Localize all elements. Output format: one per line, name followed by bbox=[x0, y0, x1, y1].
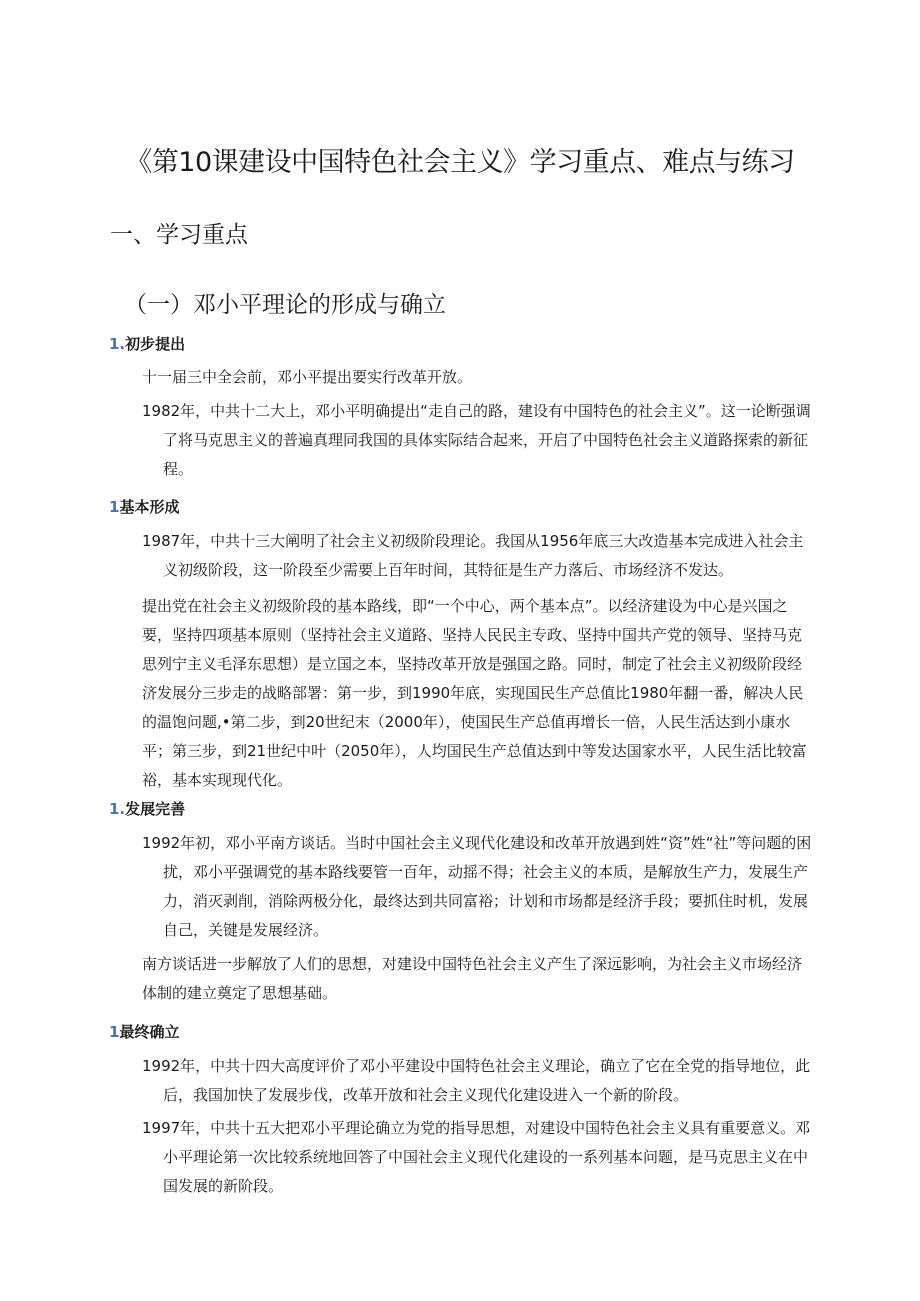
paragraph: 1982年，中共十二大上，邓小平明确提出“走自己的路，建设有中国特色的社会主义”。这一论断强调了将马克思主义的普遍真理同我国的具体实际结合起来，开启了中国特色社会主义道路探索的新征程。 bbox=[142, 402, 811, 478]
part-heading-development bbox=[109, 798, 185, 819]
paragraph: 十一届三中全会前，邓小平提出要实行改革开放。 bbox=[142, 368, 473, 386]
paragraph: 南方谈话进一步解放了人们的思想，对建设中国特色社会主义产生了深远影响，为社会主义市场经济体制的建立奠定了思想基础。 bbox=[142, 955, 803, 1002]
section-heading: 一、学习重点 bbox=[110, 222, 248, 248]
part-heading-text: 基本形成 bbox=[119, 498, 180, 516]
part-number: 1. bbox=[109, 800, 126, 818]
part-heading-text: 发展完善 bbox=[125, 800, 186, 818]
paragraph: 1992年初，邓小平南方谈话。当时中国社会主义现代化建设和改革开放遇到姓“资”姓“社”等问题的困扰，邓小平强调党的基本路线要管一百年，动摇不得；社会主义的本质，是解放生产力，发展生产力，消灭剥削，消除两极分化，最终达到共同富裕；计划和市场都是经济手段；要抓住时机，发展自己，关键是发展经济。 bbox=[142, 834, 812, 939]
part-heading-basic-formation bbox=[109, 496, 179, 517]
part-heading-final-establishment bbox=[109, 1021, 179, 1042]
paragraph: 1997年，中共十五大把邓小平理论确立为党的指导思想，对建设中国特色社会主义具有重要意义。邓小平理论第一次比较系统地回答了中国社会主义现代化建设的一系列基本问题，是马克思主义在中国发展的新阶段。 bbox=[142, 1119, 811, 1195]
document-title: 《第10课建设中国特色社会主义》学习重点、难点与练习 bbox=[125, 147, 795, 178]
part-heading-text: 最终确立 bbox=[119, 1023, 180, 1041]
paragraph: 1987年，中共十三大阐明了社会主义初级阶段理论。我国从1956年底三大改造基本完成进入社会主义初级阶段，这一阶段至少需要上百年时间，其特征是生产力落后、市场经济不发达。 bbox=[142, 532, 804, 579]
paragraph: 1992年，中共十四大高度评价了邓小平建设中国特色社会主义理论，确立了它在全党的指导地位，此后，我国加快了发展步伐，改革开放和社会主义现代化建设进入一个新的阶段。 bbox=[142, 1057, 811, 1104]
part-heading-text: 初步提出 bbox=[125, 335, 186, 353]
subsection-heading: （一）邓小平理论的形成与确立 bbox=[124, 292, 446, 318]
part-number: 1 bbox=[109, 498, 120, 516]
part-heading-initial-proposal bbox=[109, 333, 185, 354]
paragraph-text: 提出党在社会主义初级阶段的基本路线，即“一个中心，两个基本点”。以经济建设为中心是兴国之要，坚持四项基本原则（坚持社会主义道路、坚持人民民主专政、坚持中国共产党的领导、坚持马克思列宁主义毛泽东思想）是立国之本，坚持改革开放是强国之路。同时，制定了社会主义初级阶段经济发展分三步走的战略部署：第一步，到1990年底，实现国民生产总值比1980年翻一番，解决人民的温饱问题,•第二步，到20世纪末（2000年），使国民生产总值再增长一倍，人民生活达到小康水平；第三步，到21世纪中叶（2050年），人均国民生产总值达到中等发达国家水平，人民生活比较富裕，基本实现现代化。 bbox=[142, 597, 807, 789]
part-number: 1 bbox=[109, 1023, 120, 1041]
part-number: 1. bbox=[109, 335, 126, 353]
paragraph bbox=[142, 592, 812, 795]
